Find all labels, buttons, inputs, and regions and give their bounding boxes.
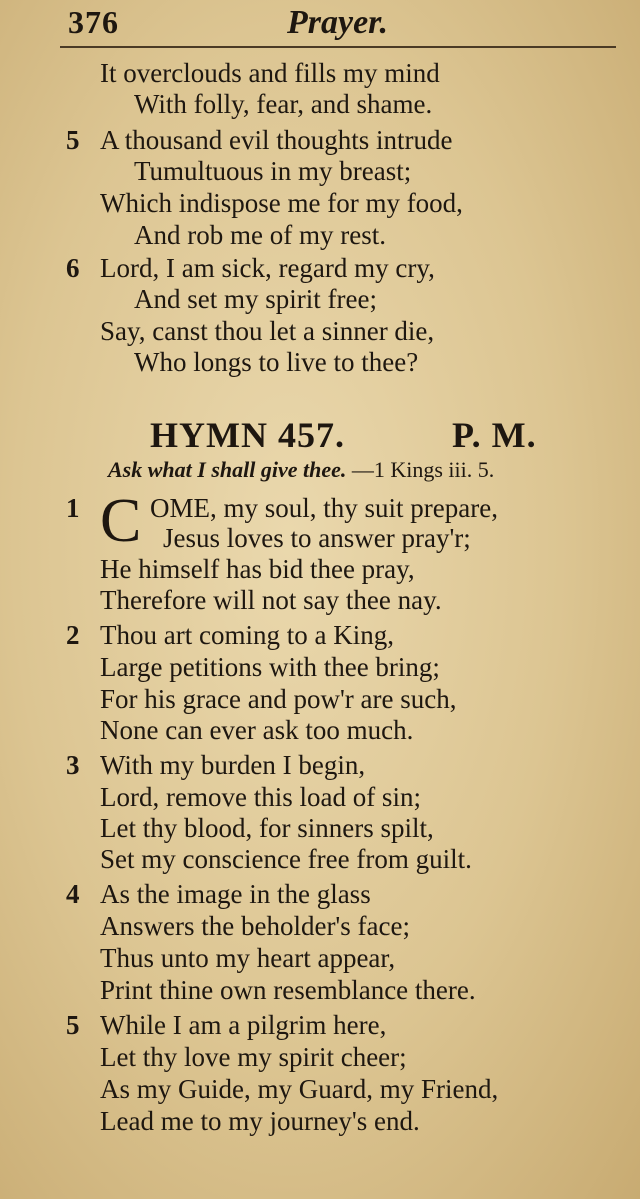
verse-line: Say, canst thou let a sinner die, [100, 316, 435, 346]
verse-line: With my burden I begin, [100, 750, 366, 780]
verse-line: Which indispose me for my food, [100, 188, 463, 218]
verse-line: Thou art coming to a King, [100, 620, 394, 650]
epigraph-text: Ask what I shall give thee. [108, 457, 347, 482]
verse-number: 5 [66, 125, 80, 155]
verse-number: 4 [66, 879, 80, 909]
verse-line: He himself has bid thee pray, [100, 554, 415, 584]
hymn-title: HYMN 457. [150, 415, 345, 455]
verse-line: OME, my soul, thy suit prepare, [150, 493, 498, 523]
hymn-epigraph [108, 457, 494, 483]
verse-number: 5 [66, 1010, 80, 1040]
verse-line: Thus unto my heart appear, [100, 943, 396, 973]
verse-line: Therefore will not say thee nay. [100, 585, 442, 615]
page-header [0, 4, 640, 44]
verse-line: Large petitions with thee bring; [100, 652, 440, 682]
verse-line: It overclouds and fills my mind [100, 58, 440, 88]
verse-line: And set my spirit free; [134, 284, 377, 314]
verse-line: Who longs to live to thee? [134, 347, 419, 377]
verse-number: 3 [66, 750, 80, 780]
verse-line: Print thine own resemblance there. [100, 975, 476, 1005]
running-head: Prayer. [287, 4, 389, 41]
verse-number: 6 [66, 253, 80, 283]
verse-line: And rob me of my rest. [134, 220, 386, 250]
header-rule [60, 46, 616, 48]
verse-line: Let thy blood, for sinners spilt, [100, 813, 434, 843]
verse-line: While I am a pilgrim here, [100, 1010, 387, 1040]
verse-line: Lord, remove this load of sin; [100, 782, 421, 812]
verse-line: Tumultuous in my breast; [134, 156, 412, 186]
page-number: 376 [68, 4, 119, 40]
verse-line: As my Guide, my Guard, my Friend, [100, 1074, 499, 1104]
verse-line: With folly, fear, and shame. [134, 89, 433, 119]
verse-line: A thousand evil thoughts intrude [100, 125, 453, 155]
hymn-heading [150, 414, 570, 454]
verse-line: None can ever ask too much. [100, 715, 414, 745]
verse-line: Lord, I am sick, regard my cry, [100, 253, 435, 283]
verse-line: Answers the beholder's face; [100, 911, 410, 941]
verse-line: Lead me to my journey's end. [100, 1106, 420, 1136]
hymn-meter: P. M. [452, 415, 537, 455]
verse-line: Set my conscience free from guilt. [100, 844, 472, 874]
verse-line: Jesus loves to answer pray'r; [163, 523, 471, 553]
epigraph-reference: —1 Kings iii. 5. [351, 457, 495, 482]
verse-line: For his grace and pow'r are such, [100, 684, 457, 714]
verse-number: 2 [66, 620, 80, 650]
verse-line: Let thy love my spirit cheer; [100, 1042, 407, 1072]
verse-number: 1 [66, 493, 80, 523]
drop-cap: C [100, 487, 142, 555]
verse-line: As the image in the glass [100, 879, 371, 909]
